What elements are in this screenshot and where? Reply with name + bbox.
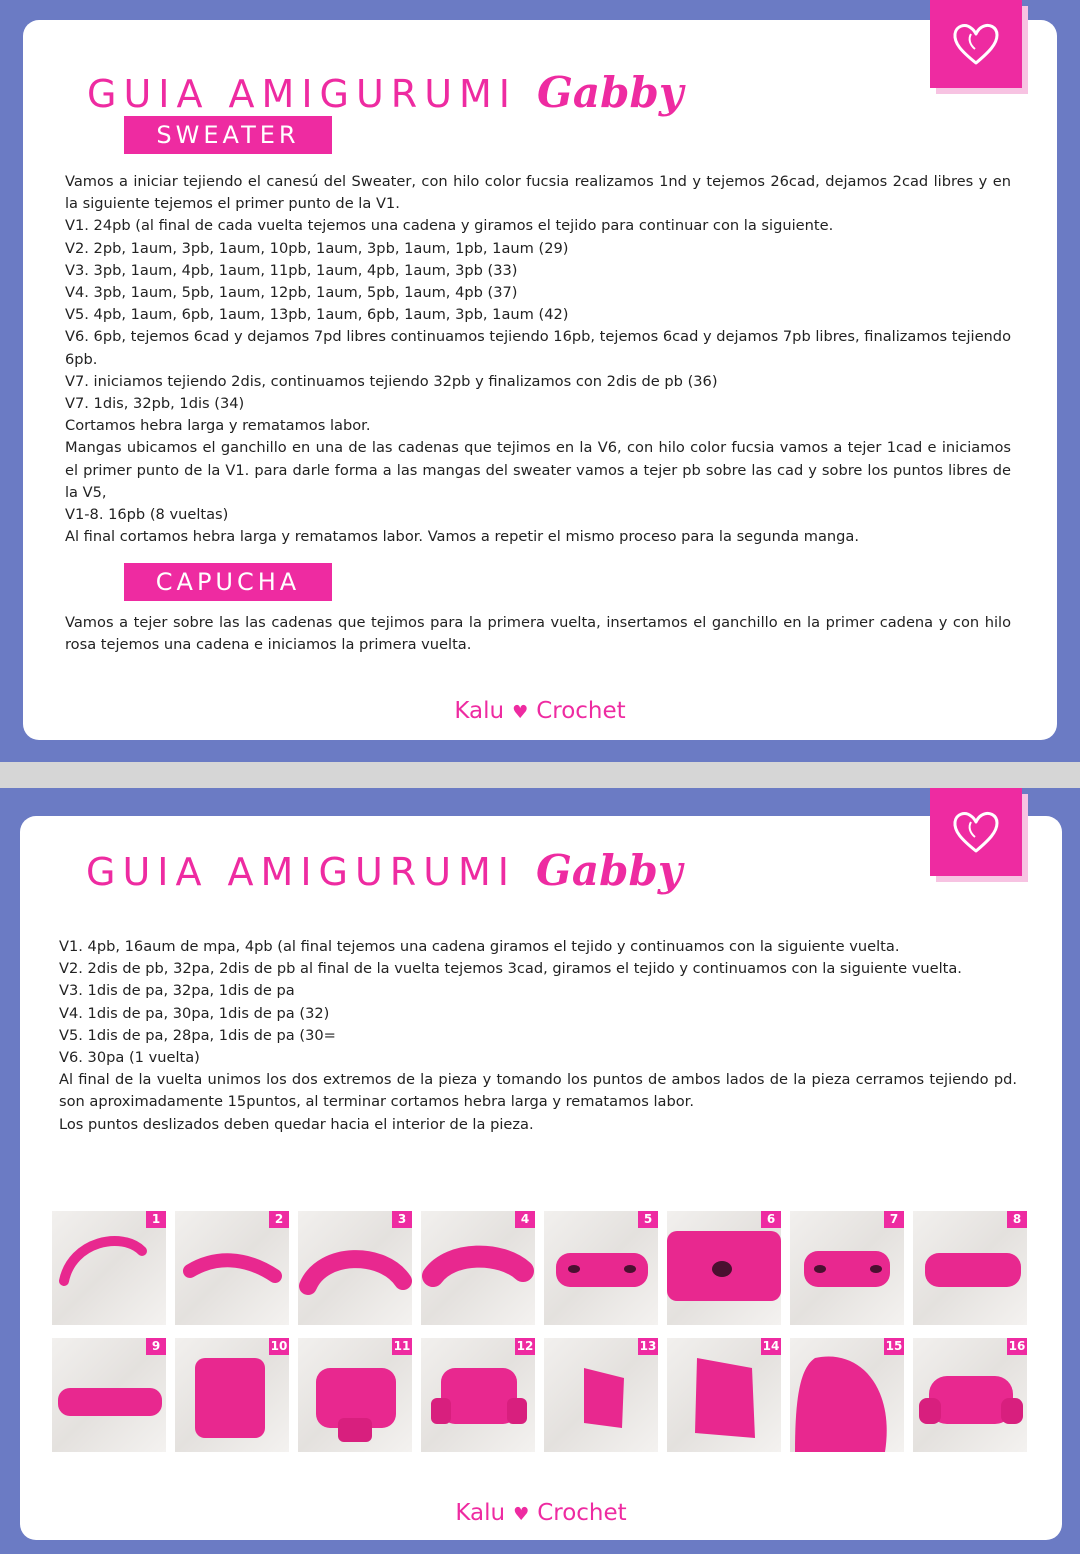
instruction-line: V1. 24pb (al final de cada vuelta tejemos una cadena y giramos el tejido para continuar con la siguiente. [65, 217, 834, 235]
step-photo [175, 1338, 289, 1452]
step-number-badge: 15 [885, 1339, 903, 1353]
instruction-line: Al final cortamos hebra larga y rematamos labor. Vamos a repetir el mismo proceso para la segunda manga. [65, 528, 860, 546]
crochet-photo-image [913, 1211, 1027, 1325]
step-number-badge: 2 [269, 1211, 289, 1228]
step-photo [913, 1211, 1027, 1325]
sweater-instructions [65, 171, 1011, 548]
instruction-line: V1. 4pb, 16aum de mpa, 4pb (al final tejemos una cadena giramos el tejido y continuamos con la siguiente vuelta. [59, 938, 900, 955]
step-number-badge: 12 [516, 1339, 534, 1353]
crochet-photo-image [544, 1211, 658, 1325]
heart-outline-icon [951, 809, 1001, 855]
instruction-line: V7. 1dis, 32pb, 1dis (34) [65, 395, 245, 413]
title-script: Gabby [537, 68, 684, 117]
instruction-line: V3. 1dis de pa, 32pa, 1dis de pa [59, 982, 295, 1000]
step-number-badge: 3 [392, 1211, 412, 1228]
step-photo [298, 1338, 412, 1452]
step-number-badge: 4 [515, 1211, 535, 1228]
guide-page-1 [0, 0, 1080, 762]
step-photo [544, 1211, 658, 1325]
crochet-photo-image [421, 1338, 535, 1452]
brand-name-left: Kalu [455, 1500, 506, 1526]
heart-badge [930, 788, 1022, 876]
instruction-line: Vamos a tejer sobre las las cadenas que tejimos para la primera vuelta, insertamos el ganchillo en la primer cadena y con hilo rosa tejemos una cadena e iniciamos la primera vuelta. [65, 614, 1011, 654]
step-number-badge: 10 [270, 1339, 288, 1353]
instruction-line: V5. 4pb, 1aum, 6pb, 1aum, 13pb, 1aum, 6pb, 1aum, 3pb, 1aum (42) [65, 306, 569, 324]
step-photo [913, 1338, 1027, 1452]
instruction-line: V7. iniciamos tejiendo 2dis, continuamos tejiendo 32pb y finalizamos con 2dis de pb (36) [65, 372, 718, 390]
title-main: GUIA AMIGURUMI [86, 850, 516, 894]
brand-name-right: Crochet [536, 698, 626, 724]
section-label-sweater: SWEATER [124, 116, 332, 154]
step-photo [790, 1211, 904, 1325]
instruction-line: V5. 1dis de pa, 28pa, 1dis de pa (30= [59, 1026, 336, 1044]
section-label-capucha: CAPUCHA [124, 563, 332, 601]
instruction-line: Los puntos deslizados deben quedar hacia el interior de la pieza. [59, 1115, 534, 1133]
instruction-line: V2. 2dis de pb, 32pa, 2dis de pb al final de la vuelta tejemos 3cad, giramos el tejido y continuamos con la siguiente vuelta. [59, 960, 962, 978]
step-photo [175, 1211, 289, 1325]
heart-badge [930, 0, 1022, 88]
brand-name-right: Crochet [537, 1500, 627, 1526]
instruction-line: V6. 6pb, tejemos 6cad y dejamos 7pd libres continuamos tejiendo 16pb, tejemos 6cad y dejamos 7pb libres, finalizamos tejiendo 6pb. [65, 328, 1011, 368]
instruction-line: V3. 3pb, 1aum, 4pb, 1aum, 11pb, 1aum, 4pb, 1aum, 3pb (33) [65, 261, 518, 279]
brand-name-left: Kalu [454, 698, 505, 724]
step-number-badge: 9 [146, 1338, 166, 1355]
crochet-photo-image [175, 1211, 289, 1325]
guide-title [87, 68, 683, 117]
footer-brand [20, 1500, 1062, 1526]
crochet-photo-image [544, 1338, 658, 1452]
crochet-photo-image [52, 1338, 166, 1452]
crochet-photo-image [298, 1338, 412, 1452]
instruction-line: V6. 30pa (1 vuelta) [59, 1049, 200, 1067]
page-card [23, 20, 1057, 740]
crochet-photo-image [421, 1211, 535, 1325]
capucha-instructions [65, 612, 1011, 656]
step-number-badge: 5 [638, 1211, 658, 1228]
crochet-photo-image [52, 1211, 166, 1325]
step-photo [667, 1338, 781, 1452]
step-photo [667, 1211, 781, 1325]
step-number-badge: 8 [1007, 1211, 1027, 1228]
step-photo [298, 1211, 412, 1325]
step-number-badge: 14 [762, 1339, 780, 1353]
guide-title [86, 846, 682, 895]
step-photo-grid [52, 1211, 1027, 1452]
guide-page-2 [0, 788, 1080, 1554]
step-number-badge: 1 [146, 1211, 166, 1228]
page-card [20, 816, 1062, 1540]
instruction-line: V4. 3pb, 1aum, 5pb, 1aum, 12pb, 1aum, 5pb, 1aum, 4pb (37) [65, 284, 518, 302]
step-photo [790, 1338, 904, 1452]
step-photo [52, 1211, 166, 1325]
crochet-photo-image [790, 1338, 904, 1452]
crochet-photo-image [667, 1211, 781, 1325]
instruction-line: V1-8. 16pb (8 vueltas) [65, 506, 229, 524]
instruction-line: Vamos a iniciar tejiendo el canesú del Sweater, con hilo color fucsia realizamos 1nd y tejemos 26cad, dejamos 2cad libres y en la siguiente tejemos el primer punto de la V1. [65, 173, 1011, 213]
crochet-photo-image [913, 1338, 1027, 1452]
step-photo [421, 1211, 535, 1325]
title-script: Gabby [536, 846, 683, 895]
instruction-line: Mangas ubicamos el ganchillo en una de las cadenas que tejimos en la V6, con hilo color fucsia vamos a tejer 1cad e iniciamos el primer punto de la V1. para darle forma a las mangas del sweater vamos a tejer pb sobre las cad y sobre los puntos libres de la V5, [65, 439, 1011, 501]
capucha-instructions-continued [59, 936, 1017, 1136]
step-number-badge: 13 [639, 1339, 657, 1353]
instruction-line: Cortamos hebra larga y rematamos labor. [65, 417, 371, 435]
crochet-photo-image [667, 1338, 781, 1452]
crochet-photo-image [790, 1211, 904, 1325]
step-number-badge: 11 [393, 1339, 411, 1353]
instruction-line: V2. 2pb, 1aum, 3pb, 1aum, 10pb, 1aum, 3pb, 1aum, 1pb, 1aum (29) [65, 239, 569, 257]
step-photo [421, 1338, 535, 1452]
step-number-badge: 7 [884, 1211, 904, 1228]
instruction-line: V4. 1dis de pa, 30pa, 1dis de pa (32) [59, 1004, 330, 1022]
heart-outline-icon [951, 21, 1001, 67]
step-photo [52, 1338, 166, 1452]
instruction-line: Al final de la vuelta unimos los dos extremos de la pieza y tomando los puntos de ambos lados de la pieza cerramos tejiendo pd. son aproximadamente 15puntos, al terminar cortamos hebra larga y rematamos labor. [59, 1071, 1017, 1111]
heart-icon: ♥ [512, 702, 529, 723]
crochet-photo-image [298, 1211, 412, 1325]
step-number-badge: 16 [1008, 1339, 1026, 1353]
footer-brand [23, 698, 1057, 724]
step-photo [544, 1338, 658, 1452]
step-number-badge: 6 [761, 1211, 781, 1228]
heart-icon: ♥ [513, 1504, 530, 1525]
title-main: GUIA AMIGURUMI [87, 72, 517, 116]
crochet-photo-image [175, 1338, 289, 1452]
